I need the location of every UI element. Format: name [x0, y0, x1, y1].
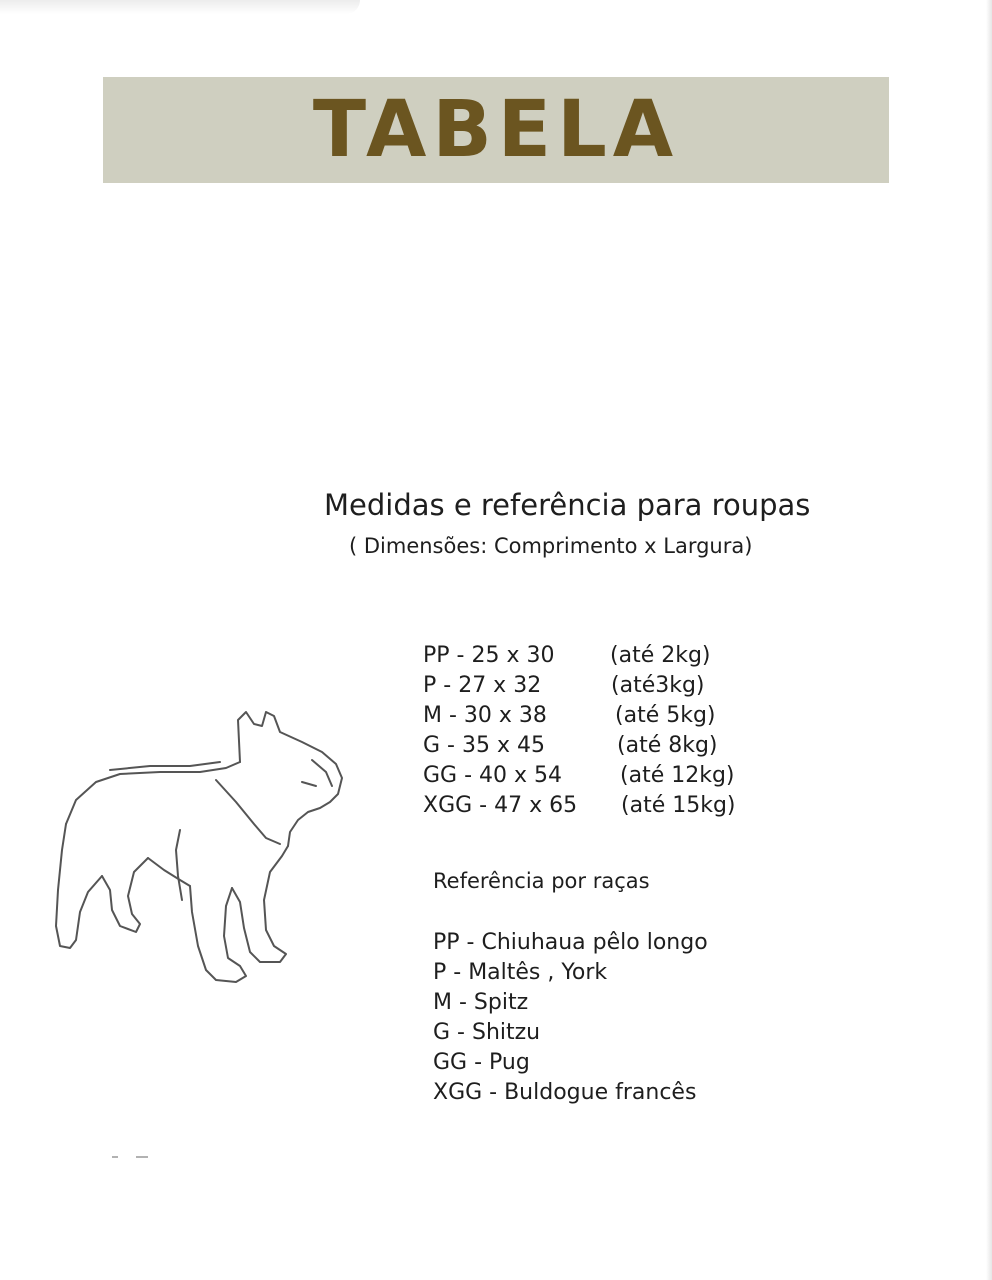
size-weight: (até 2kg) [610, 643, 711, 668]
size-weight: (até 5kg) [615, 703, 716, 728]
right-edge-shadow [986, 0, 992, 1280]
size-dimensions: M - 30 x 38 [423, 703, 547, 728]
size-table [423, 641, 736, 821]
size-row [423, 671, 705, 701]
size-weight: (até 8kg) [617, 733, 718, 758]
list-item: G - Shitzu [433, 1020, 541, 1045]
breed-reference-title: Referência por raças [433, 869, 650, 893]
size-row [423, 701, 716, 731]
top-shadow [0, 0, 360, 14]
list-item: GG - Pug [433, 1050, 530, 1075]
size-dimensions: PP - 25 x 30 [423, 643, 555, 668]
list-item: P - Maltês , York [433, 960, 608, 985]
page-subheading: ( Dimensões: Comprimento x Largura) [349, 534, 753, 558]
list-item: PP - Chiuhaua pêlo longo [433, 930, 708, 955]
size-row [423, 761, 735, 791]
size-weight: (até3kg) [611, 673, 705, 698]
banner-title: TABELA [312, 85, 680, 175]
list-item: XGG - Buldogue francês [433, 1080, 697, 1105]
size-dimensions: G - 35 x 45 [423, 733, 545, 758]
french-bulldog-outline-icon [40, 700, 360, 1000]
title-banner [103, 77, 889, 183]
page-heading: Medidas e referência para roupas [324, 488, 811, 522]
decorative-dash [112, 1156, 148, 1158]
breed-list [433, 928, 708, 1108]
size-weight: (até 15kg) [621, 793, 736, 818]
size-row [423, 731, 718, 761]
size-dimensions: XGG - 47 x 65 [423, 793, 578, 818]
list-item: M - Spitz [433, 990, 529, 1015]
size-dimensions: P - 27 x 32 [423, 673, 542, 698]
size-weight: (até 12kg) [620, 763, 735, 788]
size-row [423, 791, 736, 821]
size-dimensions: GG - 40 x 54 [423, 763, 563, 788]
size-row [423, 641, 711, 671]
